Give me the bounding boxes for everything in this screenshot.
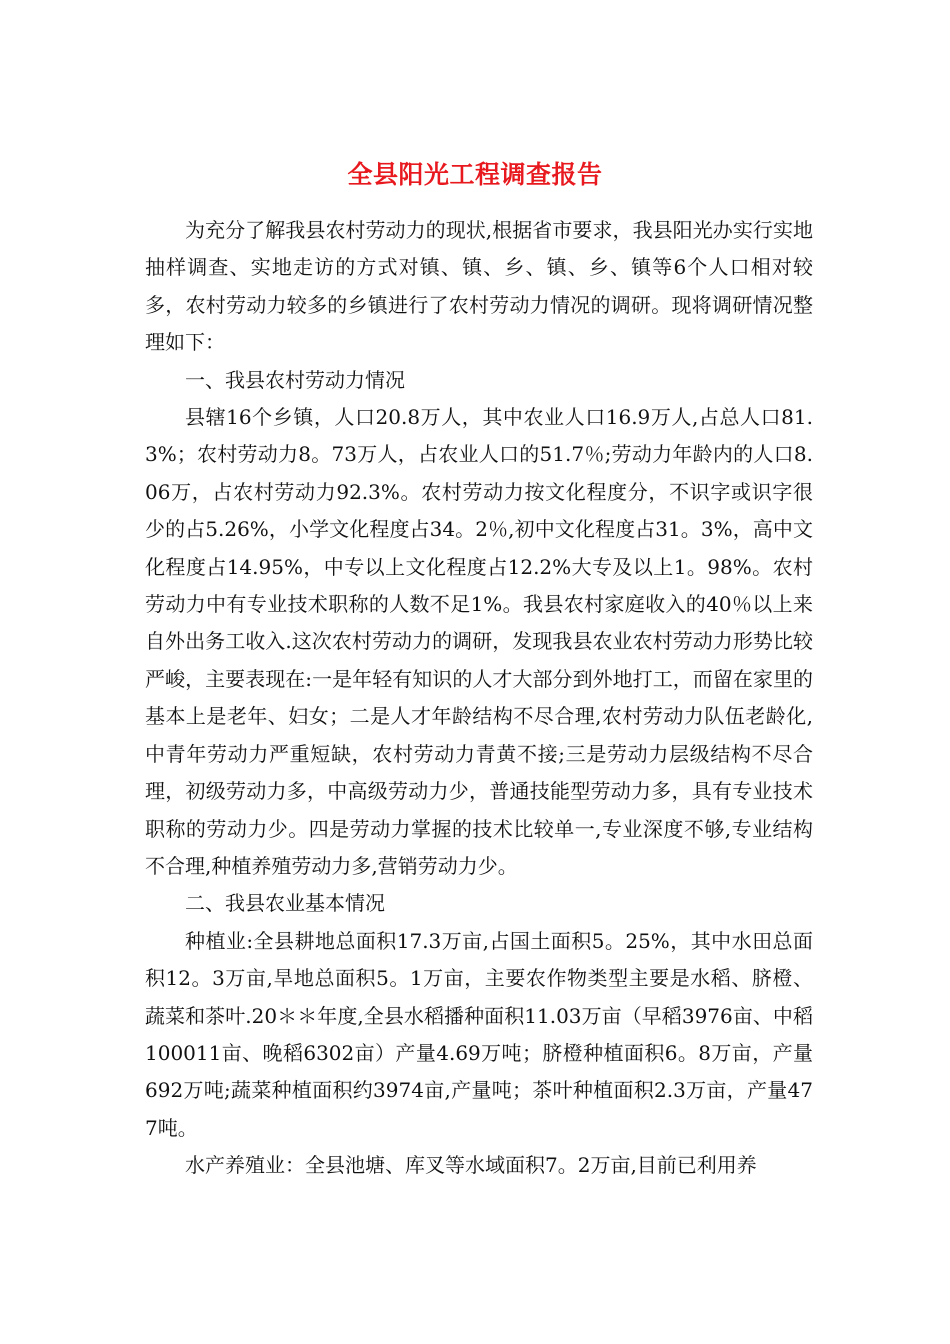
paragraph-labor: 县辖16个乡镇，人口20.8万人，其中农业人口16.9万人,占总人口81.3%；农村劳动力8。73万人，占农业人口的51.7％;劳动力年龄内的人口8.06万，占农村劳动力92.3%。农村劳动力按文化程度分，不识字或识字很少的占5.26%，小学文化程度占34。2％,初中文化程度占31。3%，高中文化程度占14.95%，中专以上文化程度占12.2%大专及以上1。98%。农村劳动力中有专业技术职称的人数不足1%。我县农村家庭收入的40％以上来自外出务工收入.这次农村劳动力的调研，发现我县农业农村劳动力形势比较严峻，主要表现在:一是年轻有知识的人才大部分到外地打工，而留在家里的基本上是老年、妇女；二是人才年龄结构不尽合理,农村劳动力队伍老龄化,中青年劳动力严重短缺，农村劳动力青黄不接;三是劳动力层级结构不尽合理，初级劳动力多，中高级劳动力少，普通技能型劳动力多，具有专业技术职称的劳动力少。四是劳动力掌握的技术比较单一,专业深度不够,专业结构不合理,种植养殖劳动力多,营销劳动力少。 [145, 405, 813, 878]
paragraph-intro: 为充分了解我县农村劳动力的现状,根据省市要求，我县阳光办实行实地抽样调查、实地走访的方式对镇、镇、乡、镇、乡、镇等6个人口相对较多，农村劳动力较多的乡镇进行了农村劳动力情况的调研。现将调研情况整理如下： [145, 218, 813, 355]
section-heading-labor: 一、我县农村劳动力情况 [185, 367, 405, 392]
paragraph-aquaculture: 水产养殖业：全县池塘、库叉等水域面积7。2万亩,目前已利用养 [185, 1153, 757, 1178]
document-body [145, 212, 813, 1185]
document-title: 全县阳光工程调查报告 [347, 160, 603, 189]
paragraph-planting: 种植业:全县耕地总面积17.3万亩,占国土面积5。25%，其中水田总面积12。3万亩,旱地总面积5。1万亩，主要农作物类型主要是水稻、脐橙、蔬菜和茶叶.20＊＊年度,全县水稻播种面积11.03万亩（早稻3976亩、中稻100011亩、晚稻6302亩）产量4.69万吨；脐橙种植面积6。8万亩，产量692万吨;蔬菜种植面积约3974亩,产量吨；茶叶种植面积2.3万亩，产量477吨。 [145, 928, 813, 1140]
section-heading-agriculture: 二、我县农业基本情况 [185, 891, 385, 916]
